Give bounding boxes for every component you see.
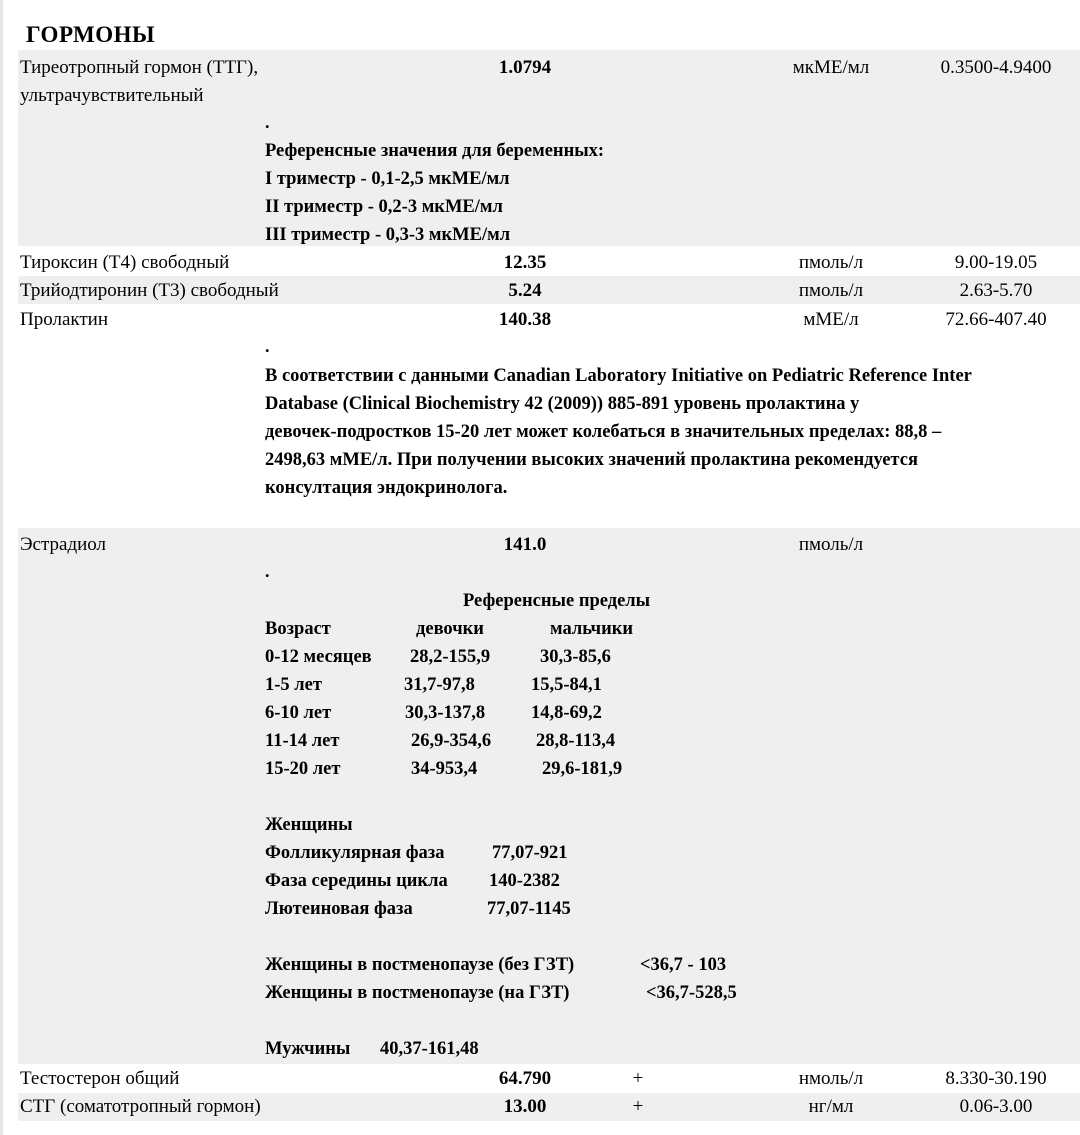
test-name: Эстрадиол: [20, 534, 107, 555]
phase-range: 77,07-1145: [487, 899, 571, 919]
ref-table-girls: 30,3-137,8: [405, 703, 486, 723]
abnormal-flag: +: [632, 1068, 644, 1089]
phase-range: 140-2382: [489, 871, 560, 891]
note-line: III триместр - 0,3-3 мкМЕ/мл: [265, 225, 511, 245]
note-line: 2498,63 мМЕ/л. При получении высоких значений пролактина рекомендуется: [265, 450, 918, 470]
result-row-t3: [18, 276, 1080, 304]
ref-table-age: 0-12 месяцев: [265, 647, 372, 667]
phase-label: Фаза середины цикла: [265, 871, 448, 891]
phase-label: Фолликулярная фаза: [265, 843, 445, 863]
ref-table-girls: 26,9-354,6: [411, 731, 492, 751]
ref-table-header-age: Возраст: [265, 619, 331, 639]
result-row-stg: [18, 1093, 1080, 1121]
lab-results-page: [18, 0, 1080, 1135]
test-reference-range: 2.63-5.70: [959, 280, 1033, 301]
test-name: Трийодтиронин (Т3) свободный: [20, 280, 279, 301]
note-marker: .: [265, 336, 270, 356]
test-value: 140.38: [498, 309, 552, 330]
test-reference-range: 9.00-19.05: [954, 252, 1038, 273]
note-line: I триместр - 0,1-2,5 мкМЕ/мл: [265, 169, 510, 189]
test-reference-range: 0.3500-4.9400: [940, 57, 1052, 78]
test-unit: мкМЕ/мл: [792, 57, 870, 78]
result-row-prolactin: [18, 305, 1080, 527]
ref-table-boys: 30,3-85,6: [540, 647, 611, 667]
test-value: 141.0: [503, 534, 547, 555]
test-unit: мМЕ/л: [803, 309, 859, 330]
result-row-tsh: [18, 50, 1080, 246]
test-value: 13.00: [503, 1096, 547, 1117]
ref-table-girls: 31,7-97,8: [404, 675, 475, 695]
note-line: девочек-подростков 15-20 лет может колебаться в значительных пределах: 88,8 –: [265, 422, 942, 442]
ref-table-age: 11-14 лет: [265, 731, 340, 751]
ref-table-girls: 28,2-155,9: [410, 647, 491, 667]
section-title: ГОРМОНЫ: [26, 22, 156, 47]
ref-table-boys: 28,8-113,4: [536, 731, 616, 751]
postmeno-range: <36,7-528,5: [646, 983, 737, 1003]
test-reference-range: 8.330-30.190: [945, 1068, 1047, 1089]
note-marker: .: [265, 112, 270, 132]
phase-range: 77,07-921: [492, 843, 568, 863]
test-name-cont: ультрачувствительный: [20, 85, 204, 106]
ref-table-boys: 29,6-181,9: [542, 759, 623, 779]
postmeno-range: <36,7 - 103: [640, 955, 727, 975]
men-range: 40,37-161,48: [380, 1039, 479, 1059]
ref-table-age: 6-10 лет: [265, 703, 332, 723]
result-row-t4: [18, 247, 1080, 275]
test-name: Тестостерон общий: [20, 1068, 180, 1089]
test-unit: нг/мл: [808, 1096, 854, 1117]
test-value: 64.790: [498, 1068, 552, 1089]
ref-table-age: 1-5 лет: [265, 675, 322, 695]
note-line: Database (Clinical Biochemistry 42 (2009)) 885-891 уровень пролактина у: [265, 394, 860, 414]
test-name: СТГ (соматотропный гормон): [20, 1096, 261, 1117]
test-value: 12.35: [503, 252, 547, 273]
ref-table-header-girls: девочки: [416, 619, 484, 639]
result-row-testosterone: [18, 1064, 1080, 1092]
test-unit: пмоль/л: [798, 534, 864, 555]
ref-table-title: Референсные пределы: [463, 591, 651, 611]
note-line: II триместр - 0,2-3 мкМЕ/мл: [265, 197, 503, 217]
test-reference-range: 72.66-407.40: [945, 309, 1047, 330]
ref-table-boys: 14,8-69,2: [531, 703, 602, 723]
test-name: Тироксин (Т4) свободный: [20, 252, 230, 273]
test-name: Пролактин: [20, 309, 109, 330]
result-row-estradiol: [18, 528, 1080, 1064]
page-left-edge: [0, 0, 3, 1135]
test-value: 5.24: [508, 280, 542, 301]
test-name: Тиреотропный гормон (ТТГ),: [20, 57, 259, 78]
note-marker: .: [265, 561, 270, 581]
abnormal-flag: +: [632, 1096, 644, 1117]
men-label: Мужчины: [265, 1039, 351, 1059]
postmeno-label: Женщины в постменопаузе (без ГЗТ): [265, 955, 575, 975]
women-title: Женщины: [265, 815, 353, 835]
ref-table-boys: 15,5-84,1: [531, 675, 602, 695]
test-value: 1.0794: [498, 57, 552, 78]
note-line: консултация эндокринолога.: [265, 478, 508, 498]
test-unit: пмоль/л: [798, 252, 864, 273]
ref-table-header-boys: мальчики: [550, 619, 634, 639]
test-unit: нмоль/л: [798, 1068, 864, 1089]
test-reference-range: 0.06-3.00: [959, 1096, 1033, 1117]
postmeno-label: Женщины в постменопаузе (на ГЗТ): [265, 983, 570, 1003]
ref-table-girls: 34-953,4: [411, 759, 478, 779]
test-unit: пмоль/л: [798, 280, 864, 301]
ref-table-age: 15-20 лет: [265, 759, 341, 779]
note-line: Референсные значения для беременных:: [265, 141, 605, 161]
note-line: В соответствии с данными Canadian Laboratory Initiative on Pediatric Reference Inter: [265, 366, 972, 386]
phase-label: Лютеиновая фаза: [265, 899, 413, 919]
